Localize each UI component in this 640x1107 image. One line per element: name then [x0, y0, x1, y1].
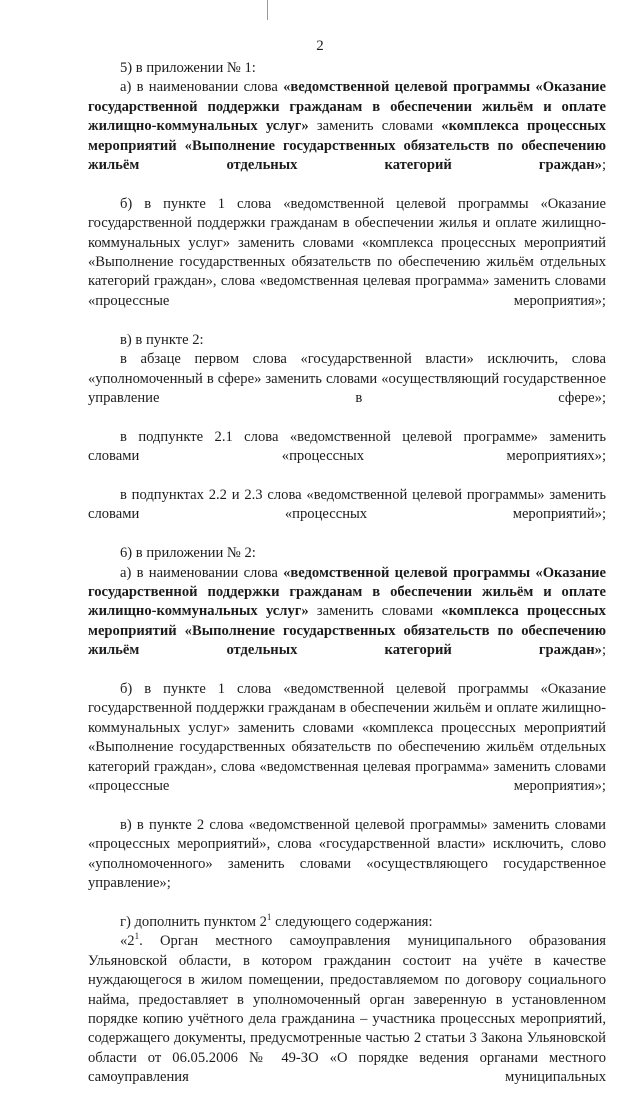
paragraph: [88, 78, 606, 194]
paragraph: [88, 680, 606, 816]
paragraph-text: . Орган местного самоуправления муниципального образования Ульяновской области, в котором гражданин состоит на учёте в качестве нуждающегося в жилом помещении, предоставляемом по договору социального найма, предоставляет в уполномоченный орган заверенную в установленном порядке копию учётного дела гражданина – участника процессных мероприятий, содержащего документы, предусмотренные частью 2 статьи 3 Закона Ульяновской области от 06.05.2006 № 49-ЗО «О порядке ведения органами местного самоуправления муниципальных: [88, 933, 606, 1086]
paragraph: [88, 350, 606, 428]
paragraph: [88, 932, 606, 1107]
paragraph: [88, 486, 606, 544]
paragraph-text: 6) в приложении № 2:: [120, 545, 256, 562]
paragraph-text: ;: [601, 642, 606, 659]
paragraph: [88, 59, 606, 78]
paragraph-text: заменить словами: [308, 118, 442, 135]
paragraph-text: в подпунктах 2.2 и 2.3 слова «ведомственной целевой программы» заменить словами «процессных мероприятий»;: [88, 486, 606, 523]
paragraph-text: в абзаце первом слова «государственной власти» исключить, слова «уполномоченный в сфере» заменить словами «осуществляющий государственное управление в сфере»;: [88, 351, 606, 406]
paragraph-text: «ведомственной целевой программы «Оказание государственной поддержки гражданам в обеспечении жильём и оплате жилищно-коммунальных услуг»: [88, 79, 606, 135]
paragraph-text: заменить словами: [308, 603, 442, 620]
superscript: 1: [134, 931, 140, 942]
paragraph-text: «комплекса процессных мероприятий «Выполнение государственных обязательств по обеспечению жильём отдельных категорий граждан»: [88, 603, 606, 659]
paragraph-text: а) в наименовании слова: [120, 79, 284, 96]
document-body: [88, 59, 606, 1107]
paragraph-text: в) в пункте 2 слова «ведомственной целевой программы» заменить словами «процессных мероприятий», слова «государственной власти» исключить, слово «уполномоченного» заменить словами «осуществляющего государственное управление»;: [88, 816, 606, 892]
paragraph-text: «комплекса процессных мероприятий «Выполнение государственных обязательств по обеспечению жильём отдельных категорий граждан»: [88, 118, 606, 174]
paragraph-text: «ведомственной целевой программы «Оказание государственной поддержки гражданам в обеспечении жильём и оплате жилищно-коммунальных услуг»: [88, 564, 606, 620]
paragraph: [88, 544, 606, 563]
paragraph-text: 5) в приложении № 1:: [120, 60, 256, 76]
paragraph-text: б) в пункте 1 слова «ведомственной целевой программы «Оказание государственной поддержки гражданам в обеспечении жилья и оплате жилищно-коммунальных услуг» заменить словами «комплекса процессных мероприятий «Выполнение государственных обязательств по обеспечению жильём отдельных категорий граждан», слова «ведомственная целевая программа» заменить словами «процессные мероприятия»;: [88, 195, 606, 309]
paragraph-text: в) в пункте 2:: [120, 331, 204, 348]
paragraph-text: в подпункте 2.1 слова «ведомственной целевой программе» заменить словами «процессных мероприятиях»;: [88, 428, 606, 465]
paragraph: [88, 428, 606, 486]
page-number: 2: [316, 38, 324, 54]
paragraph: [88, 564, 606, 680]
paragraph: [88, 913, 606, 932]
paragraph-text: б) в пункте 1 слова «ведомственной целевой программы «Оказание государственной поддержки гражданам в обеспечении жильём и оплате жилищно-коммунальных услуг» заменить словами «комплекса процессных мероприятий «Выполнение государственных обязательств по обеспечению жильём отдельных категорий граждан», слова «ведомственная целевая программа» заменить словами «процессные мероприятия»;: [88, 681, 606, 795]
paragraph-text: г) дополнить пунктом 2: [120, 913, 267, 930]
paragraph: [88, 195, 606, 331]
paragraph: [88, 331, 606, 350]
paragraph-text: ;: [601, 157, 606, 174]
scan-mark: [267, 0, 268, 20]
paragraph-text: следующего содержания:: [271, 913, 433, 930]
paragraph-text: а) в наименовании слова: [120, 564, 284, 581]
paragraph-text: «2: [120, 933, 135, 950]
superscript: 1: [266, 912, 272, 923]
paragraph: [88, 816, 606, 913]
